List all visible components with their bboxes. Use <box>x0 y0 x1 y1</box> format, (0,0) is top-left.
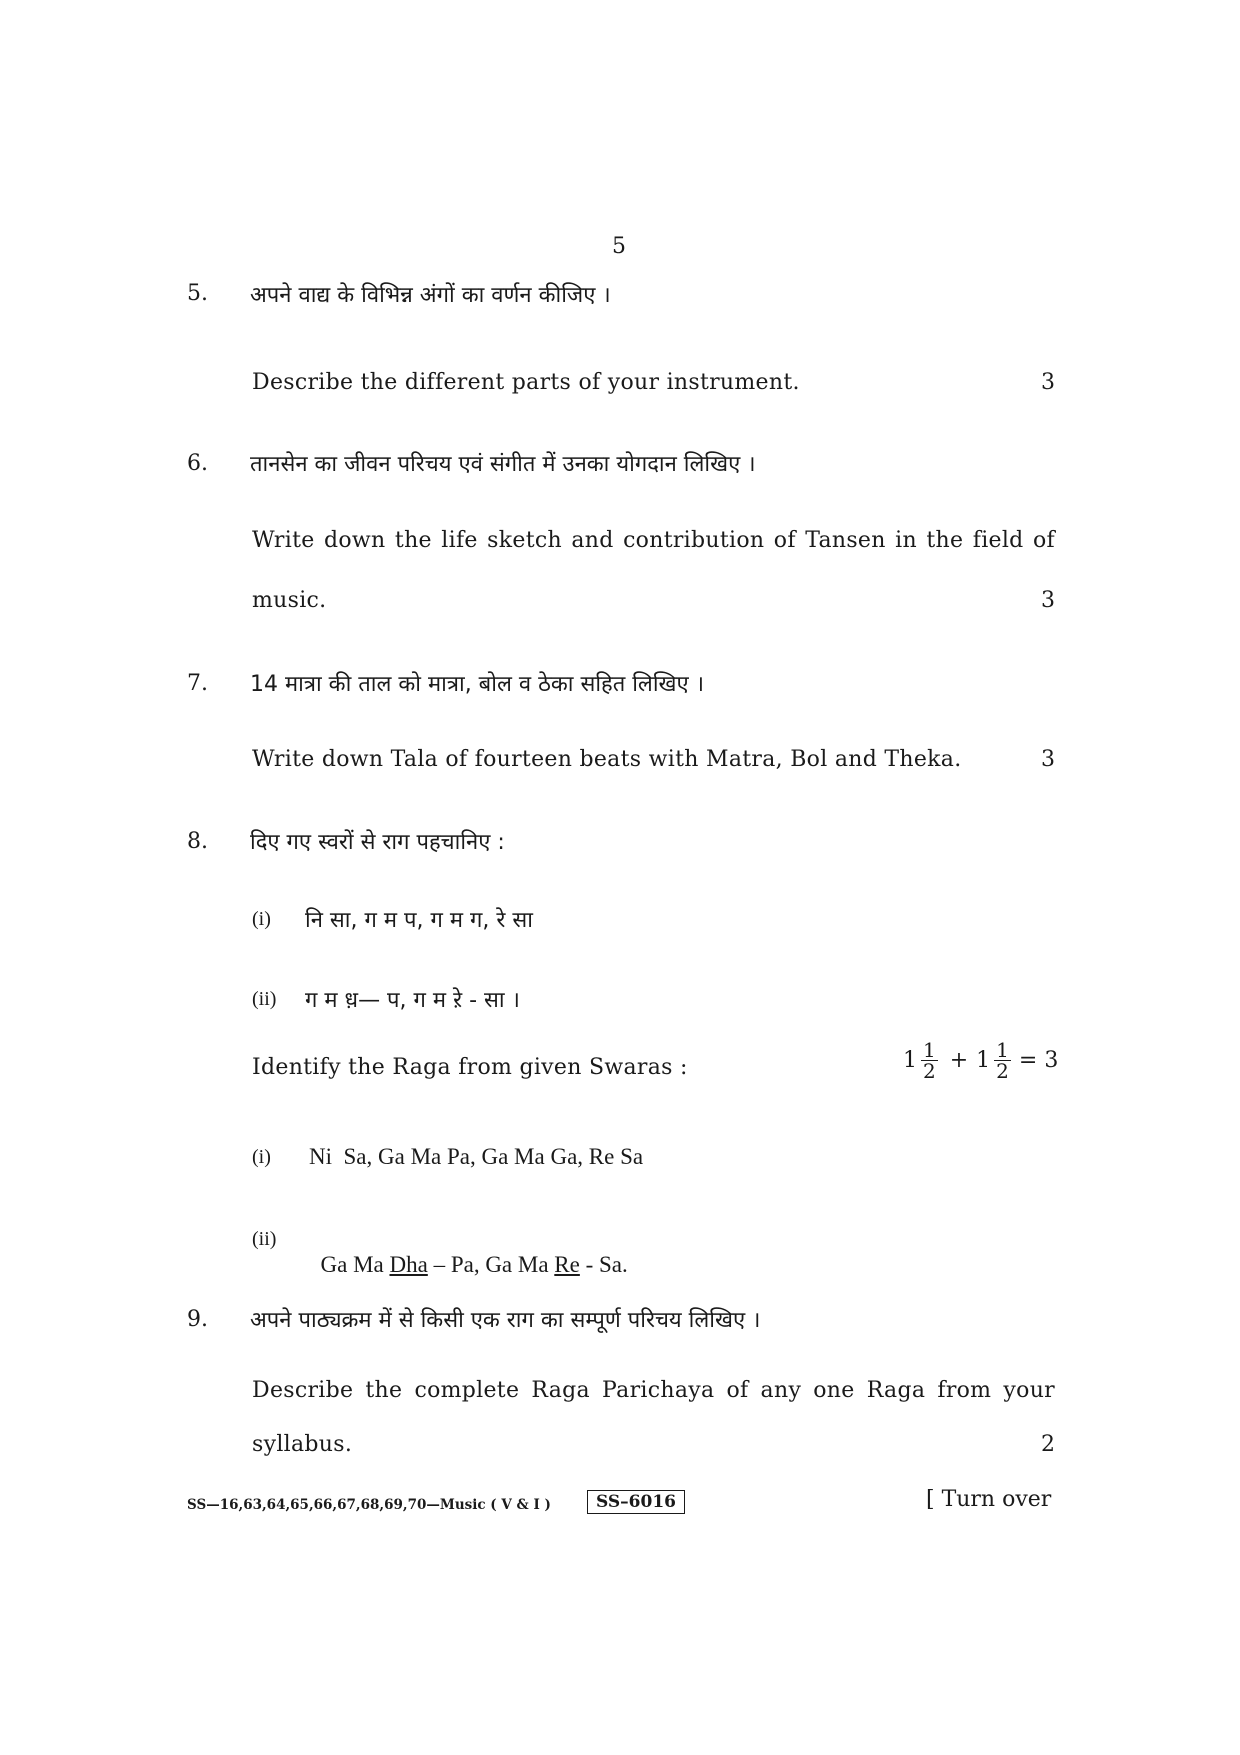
question-hindi: 14 मात्रा की ताल को मात्रा, बोल व ठेका सहित लिखिए । <box>250 672 705 697</box>
marks-fraction <box>921 1040 938 1081</box>
question-marks: 3 <box>1041 747 1055 772</box>
paper-code-box: SS–6016 <box>587 1490 685 1514</box>
item-label: (i) <box>252 908 271 930</box>
fraction-denominator: 2 <box>996 1059 1009 1083</box>
question-english: Describe the different parts of your instrument. <box>252 370 800 395</box>
question-english: Write down the life sketch and contribution of Tansen in the field of <box>252 528 1055 553</box>
fraction-numerator: 1 <box>923 1038 936 1062</box>
swara-line-hindi: नि सा, ग म प, ग म ग, रे सा <box>305 908 533 933</box>
question-english: Describe the complete Raga Parichaya of any one Raga from your <box>252 1378 1055 1403</box>
question-hindi: अपने पाठ्यक्रम में से किसी एक राग का सम्पूर्ण परिचय लिखिए । <box>250 1308 761 1333</box>
swara-lower-dha: ध़ <box>344 988 359 1013</box>
item-label: (ii) <box>252 1228 277 1250</box>
item-label: (i) <box>252 1146 271 1168</box>
marks-fraction <box>994 1040 1011 1081</box>
fraction-numerator: 1 <box>996 1038 1009 1062</box>
question-number: 8. <box>187 829 208 854</box>
question-hindi: अपने वाद्य के विभिन्न अंगों का वर्णन कीजिए । <box>250 283 611 308</box>
swara-lower-dha: Dha <box>389 1252 428 1277</box>
question-hindi: दिए गए स्वरों से राग पहचानिए : <box>250 830 505 855</box>
question-marks: 3 <box>1041 588 1055 613</box>
swara-lower-re: रे़ <box>453 988 463 1013</box>
plus-sign: + <box>949 1048 969 1073</box>
question-number: 6. <box>187 451 208 476</box>
page-number: 5 <box>612 234 626 259</box>
question-hindi: तानसेन का जीवन परिचय एवं संगीत में उनका योगदान लिखिए । <box>250 452 756 477</box>
swara-text: – Pa, Ga Ma <box>427 1252 555 1277</box>
footer-code: SS—16,63,64,65,66,67,68,69,70—Music ( V & I ) <box>187 1497 551 1513</box>
question-number: 5. <box>187 281 208 306</box>
question-marks: 2 <box>1041 1432 1055 1457</box>
question-marks: 3 <box>1041 370 1055 395</box>
swara-line-hindi <box>305 984 520 1014</box>
turn-over: [ Turn over <box>926 1487 1052 1512</box>
swara-text: - Sa. <box>579 1252 628 1277</box>
question-english-cont: music. <box>252 588 327 613</box>
swara-lower-re: Re <box>554 1252 580 1277</box>
swara-line-english <box>309 1226 628 1278</box>
swara-text: - सा । <box>462 988 520 1013</box>
swara-line-english: Ni Sa, Ga Ma Pa, Ga Ma Ga, Re Sa <box>309 1144 644 1169</box>
fraction-denominator: 2 <box>923 1059 936 1083</box>
swara-text: — प, ग म <box>358 988 454 1013</box>
swara-text: Ga Ma <box>320 1252 390 1277</box>
marks-whole: 1 <box>903 1048 917 1073</box>
item-label: (ii) <box>252 988 277 1010</box>
question-number: 9. <box>187 1307 208 1332</box>
question-marks <box>903 1040 1058 1081</box>
question-number: 7. <box>187 671 208 696</box>
question-english: Write down Tala of fourteen beats with Matra, Bol and Theka. <box>252 747 962 772</box>
marks-whole: 1 <box>976 1048 991 1073</box>
marks-total: = 3 <box>1018 1048 1059 1073</box>
question-english: Identify the Raga from given Swaras : <box>252 1055 688 1080</box>
swara-text: ग म <box>305 988 345 1013</box>
question-english-cont: syllabus. <box>252 1432 353 1457</box>
